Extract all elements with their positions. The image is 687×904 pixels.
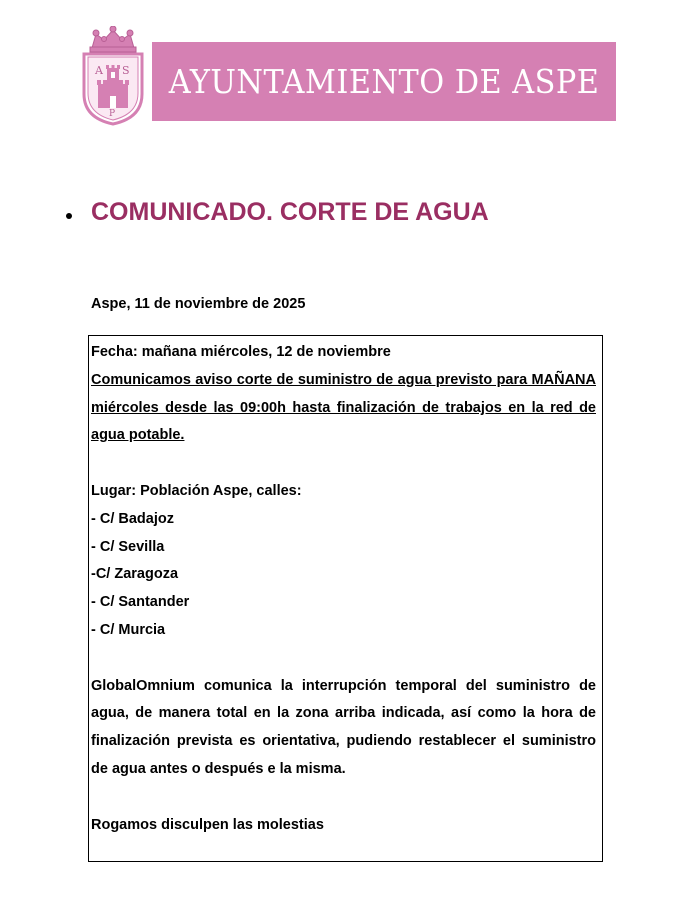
- header-title: AYUNTAMIENTO DE ASPE: [168, 62, 600, 101]
- aspe-crest-logo: [80, 26, 146, 126]
- street-item: - C/ Santander: [91, 594, 190, 611]
- notice-box: [88, 335, 603, 862]
- spacer: [91, 645, 596, 673]
- notice-warning: Comunicamos aviso corte de suministro de agua previsto para MAÑANA miércoles desde las 09:00h hasta finalización de trabajos en la red de agua potable.: [91, 371, 596, 444]
- crest-letter-p: P: [109, 109, 116, 119]
- spacer: [91, 450, 596, 478]
- announcement-heading-row: [66, 198, 489, 227]
- notice-location: Lugar: Población Aspe, calles:: [91, 482, 302, 499]
- street-item: - C/ Murcia: [91, 621, 166, 638]
- street-item: -C/ Zaragoza: [91, 566, 179, 583]
- header-banner: [152, 42, 616, 121]
- spacer: [91, 784, 596, 812]
- bullet-icon: [66, 213, 72, 219]
- notice-closing: Rogamos disculpen las molestias: [91, 816, 324, 833]
- crest-letter-a: A: [95, 64, 103, 77]
- crest-letter-s: S: [122, 64, 130, 77]
- notice-date: Fecha: mañana miércoles, 12 de noviembre: [91, 344, 391, 360]
- notice-info: GlobalOmnium comunica la interrupción temporal del suministro de agua, de manera total en la zona arriba indicada, así como la hora de finalización prevista es orientativa, pudiendo restablecer el suministro de agua antes o después e la misma.: [91, 677, 596, 777]
- street-item: - C/ Badajoz: [91, 510, 174, 527]
- street-list: [91, 506, 596, 645]
- announcement-title: COMUNICADO. CORTE DE AGUA: [91, 198, 489, 226]
- street-item: - C/ Sevilla: [91, 538, 165, 555]
- announcement-date: Aspe, 11 de noviembre de 2025: [91, 296, 306, 312]
